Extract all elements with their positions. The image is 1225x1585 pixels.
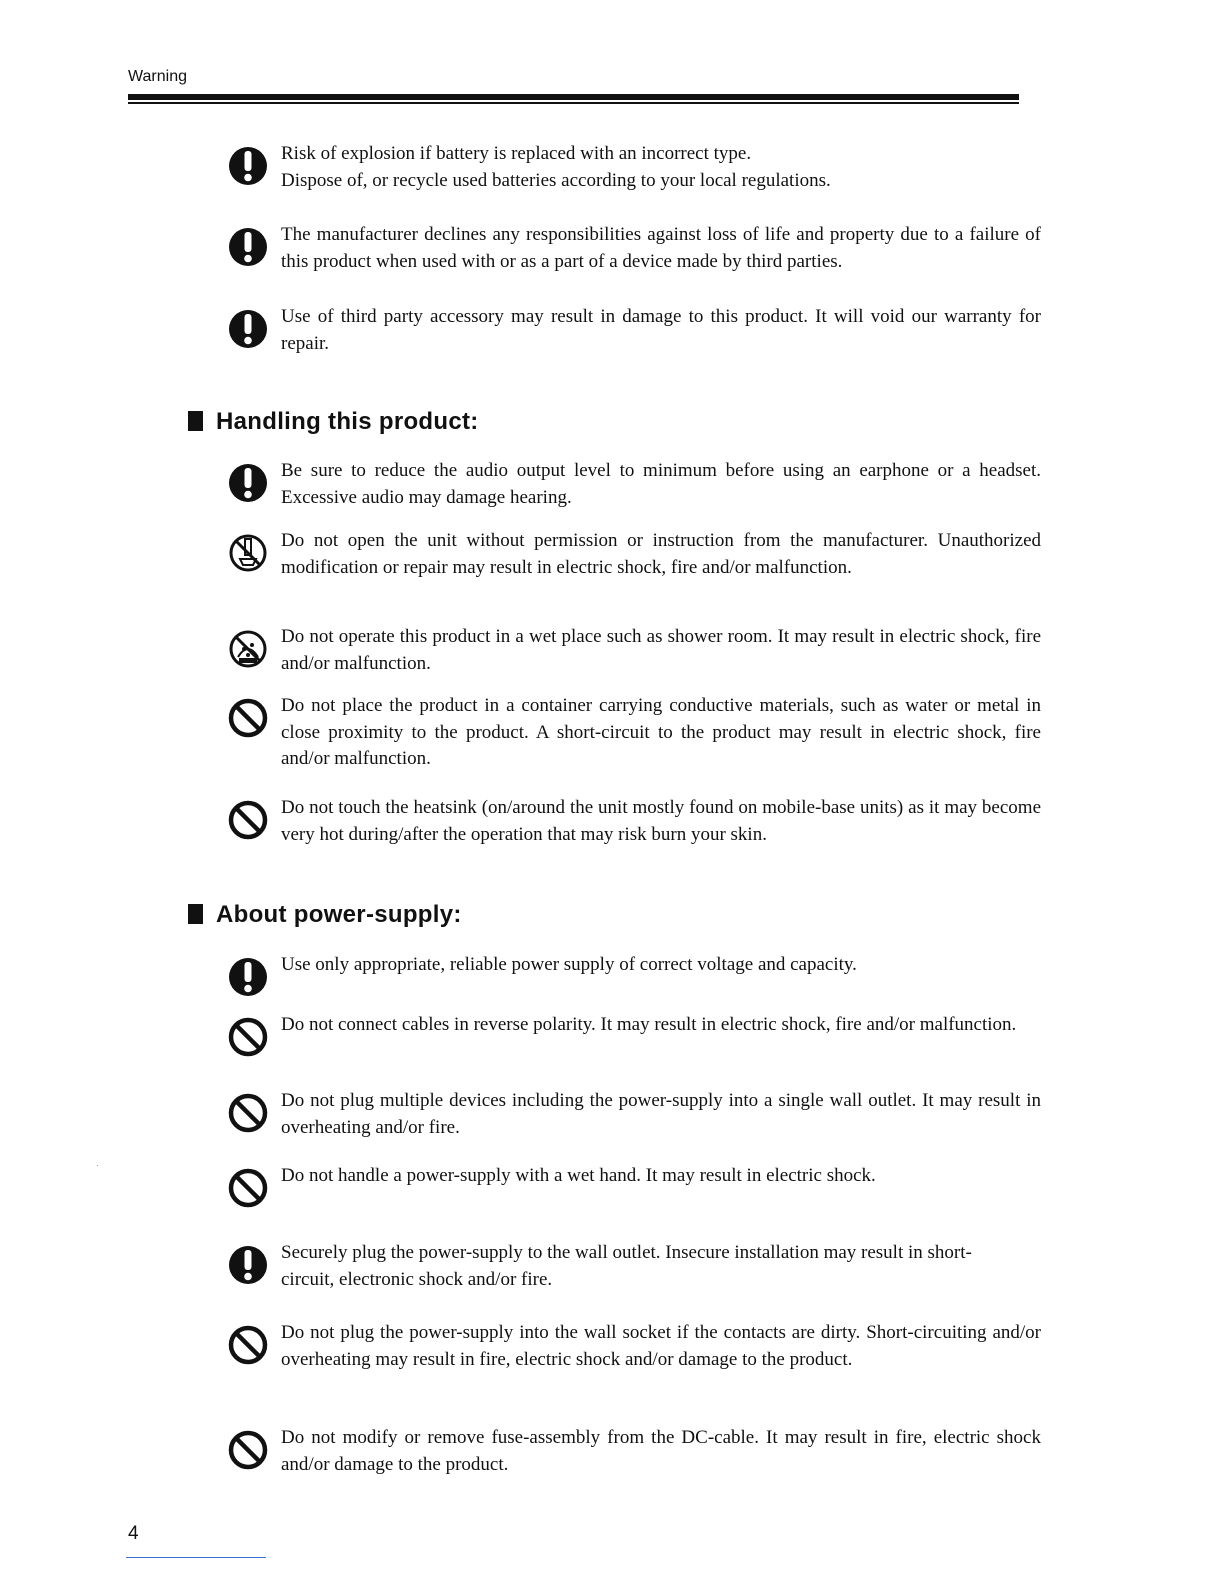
warning-text: The manufacturer declines any responsibilities against loss of life and property due to a failure of this product when used with or as a part of a device made by third parties. — [281, 224, 1041, 272]
warning-item — [226, 1088, 1046, 1141]
warning-text: Do not touch the heatsink (on/around the unit mostly found on mobile-base units) as it may become very hot during/after the operation that may risk burn your skin. — [281, 797, 1041, 845]
footer-line — [126, 1557, 266, 1558]
prohibition-icon — [226, 1428, 270, 1472]
header-label: Warning — [128, 68, 187, 85]
scan-mark — [97, 1165, 98, 1166]
warning-text: Be sure to reduce the audio output level to minimum before using an earphone or a headset. Excessive audio may damage hearing. — [281, 460, 1041, 508]
warning-item — [226, 1240, 1046, 1293]
warning-item — [226, 222, 1046, 275]
mandatory-icon — [226, 461, 270, 505]
warning-item — [226, 693, 1046, 773]
header-rule-thick — [128, 94, 1019, 100]
page-number: 4 — [128, 1523, 139, 1544]
mandatory-icon — [226, 144, 270, 188]
section-bullet — [188, 904, 203, 924]
warning-item — [226, 624, 1046, 677]
warning-item — [226, 952, 1046, 979]
prohibition-icon — [226, 696, 270, 740]
warning-text: Securely plug the power-supply to the wall outlet. Insecure installation may result in short-circuit, electronic shock and/or fire. — [281, 1242, 972, 1290]
prohibition-icon — [226, 798, 270, 842]
section-heading-text: About power-supply: — [216, 901, 462, 928]
header-rule-thin — [128, 102, 1019, 104]
warning-text: Use of third party accessory may result in damage to this product. It will void our warranty for repair. — [281, 306, 1041, 354]
mandatory-icon — [226, 955, 270, 999]
mandatory-icon — [226, 225, 270, 269]
warning-text: Do not operate this product in a wet place such as shower room. It may result in electric shock, fire and/or malfunction. — [281, 626, 1041, 674]
warning-item — [226, 304, 1046, 357]
warning-text: Do not plug multiple devices including the power-supply into a single wall outlet. It may result in overheating and/or fire. — [281, 1090, 1041, 1138]
warning-item — [226, 795, 1046, 848]
mandatory-icon — [226, 1243, 270, 1287]
warning-item — [226, 1163, 1046, 1190]
warning-item — [226, 1320, 1046, 1373]
section-bullet — [188, 411, 203, 431]
mandatory-icon — [226, 307, 270, 351]
section-heading-power — [188, 901, 462, 929]
warning-item — [226, 1012, 1046, 1039]
warning-text: Do not open the unit without permission or instruction from the manufacturer. Unauthorized modification or repair may result in electric shock, fire and/or malfunction. — [281, 530, 1041, 578]
no-wet-place-icon — [226, 627, 270, 671]
warning-text: Do not place the product in a container carrying conductive materials, such as water or metal in close proximity to the product. A short-circuit to the product may result in electric shock, fire and/or malfunction. — [281, 695, 1041, 769]
prohibition-icon — [226, 1323, 270, 1367]
warning-item — [226, 528, 1046, 581]
section-heading-handling — [188, 408, 479, 436]
warning-item — [226, 141, 1046, 194]
warning-text: Do not modify or remove fuse-assembly from the DC-cable. It may result in fire, electric shock and/or damage to the product. — [281, 1427, 1041, 1475]
prohibition-icon — [226, 1015, 270, 1059]
warning-text: Do not handle a power-supply with a wet hand. It may result in electric shock. — [281, 1165, 876, 1186]
warning-item — [226, 1425, 1046, 1478]
section-heading-text: Handling this product: — [216, 408, 479, 435]
warning-text: Do not plug the power-supply into the wall socket if the contacts are dirty. Short-circuiting and/or overheating may result in fire, electric shock and/or damage to the product. — [281, 1322, 1041, 1370]
warning-item — [226, 458, 1046, 511]
warning-text: Do not connect cables in reverse polarity. It may result in electric shock, fire and/or malfunction. — [281, 1014, 1017, 1035]
prohibition-icon — [226, 1091, 270, 1135]
prohibition-icon — [226, 1166, 270, 1210]
no-disassembly-icon — [226, 531, 270, 575]
warning-text: Use only appropriate, reliable power supply of correct voltage and capacity. — [281, 954, 857, 975]
warning-text: Risk of explosion if battery is replaced with an incorrect type. Dispose of, or recycle used batteries according to your local regulations. — [281, 143, 831, 191]
